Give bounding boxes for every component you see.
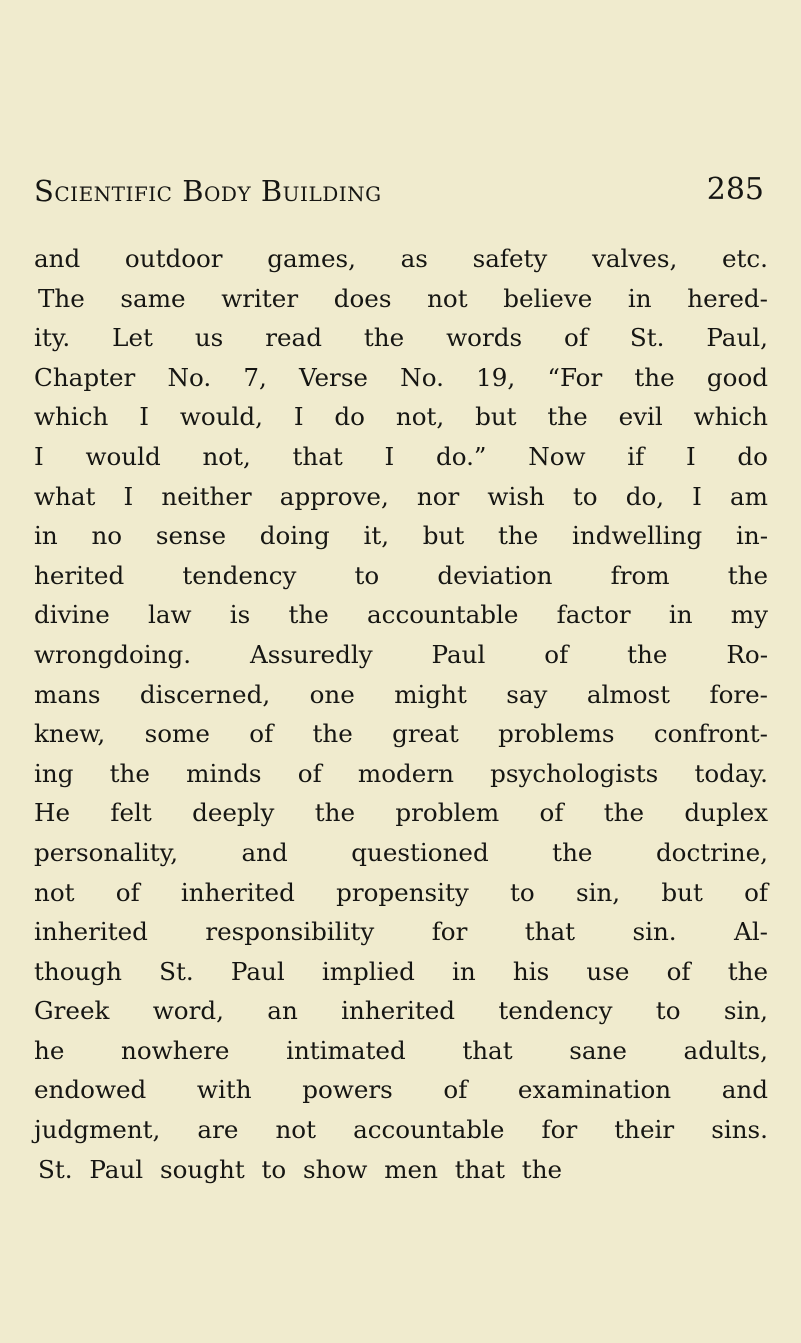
text-line: Chapter No. 7, Verse No. 19, “For the good (34, 362, 768, 392)
text-line: endowed with powers of examination and (34, 1075, 768, 1105)
text-line: not of inherited propensity to sin, but of (34, 877, 768, 907)
text-line: wrongdoing. Assuredly Paul of the Ro- (34, 639, 768, 669)
text-line: knew, some of the great problems confront- (34, 719, 768, 749)
text-line: I would not, that I do.” Now if I do (34, 441, 768, 471)
text-line: ing the minds of modern psychologists today. (34, 758, 768, 788)
text-line: The same writer does not believe in hered- (38, 283, 768, 313)
running-head-title: Scientific Body Building (34, 174, 382, 208)
text-line: mans discerned, one might say almost fore- (34, 679, 768, 709)
page-number: 285 (706, 172, 764, 207)
text-line: though St. Paul implied in his use of the (34, 956, 768, 986)
text-line: Greek word, an inherited tendency to sin, (34, 996, 768, 1026)
text-line: divine law is the accountable factor in my (34, 600, 768, 630)
text-line: He felt deeply the problem of the duplex (34, 798, 768, 828)
text-line: what I neither approve, nor wish to do, I am (34, 481, 768, 511)
text-line: personality, and questioned the doctrine, (34, 837, 768, 867)
body-text (34, 239, 768, 1189)
text-line: herited tendency to deviation from the (34, 560, 768, 590)
text-line: which I would, I do not, but the evil which (34, 402, 768, 432)
text-line: inherited responsibility for that sin. Al- (34, 917, 768, 947)
text-line: and outdoor games, as safety valves, etc. (34, 244, 768, 273)
running-head (34, 164, 764, 220)
text-line: judgment, are not accountable for their sins. (34, 1115, 768, 1145)
text-line: St. Paul sought to show men that the (38, 1154, 563, 1184)
text-line: ity. Let us read the words of St. Paul, (34, 323, 768, 353)
text-line: in no sense doing it, but the indwelling in- (34, 521, 768, 551)
text-line: he nowhere intimated that sane adults, (34, 1035, 768, 1065)
